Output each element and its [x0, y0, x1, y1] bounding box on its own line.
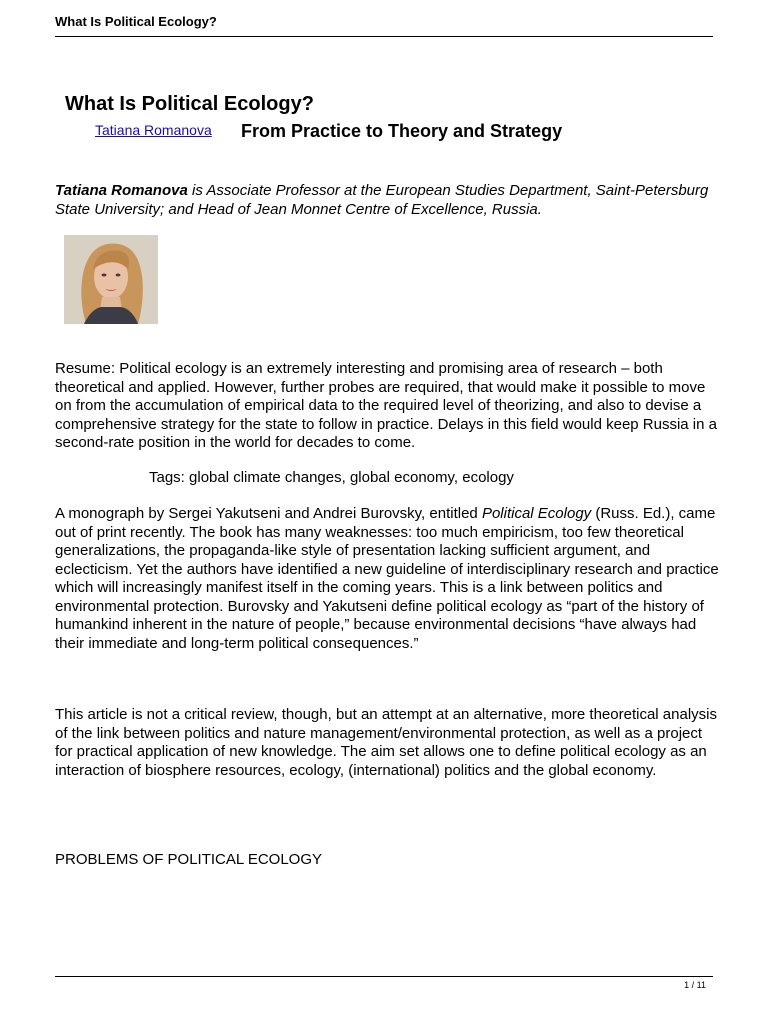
resume-paragraph: Resume: Political ecology is an extremely interesting and promising area of research – both theoretical and applied. However, further probes are required, that would make it possible to move on from the accumulation of empirical data to the required level of theorizing, and also to devise a comprehensive strategy for the state to follow in practice. Delays in this field would keep Russia in a second-rate position in the world for decades to come.: [55, 360, 717, 451]
book-title: Political Ecology: [481, 505, 592, 522]
page-number: 1 / 11: [684, 980, 706, 990]
bio-text: is Associate Professor at the European Studies Department, Saint-Petersburg State University; and Head of Jean Monnet Centre of Excellence, Russia.: [55, 182, 709, 218]
tags-line: Tags: global climate changes, global economy, ecology: [149, 469, 514, 486]
author-bio: [55, 181, 715, 219]
article-aim-paragraph: This article is not a critical review, though, but an attempt at an alternative, more theoretical analysis of the link between politics and nature management/environmental protection, as well as a project for practical application of new knowledge. The aim set allows one to define political ecology as an interaction of biosphere resources, ecology, (international) politics and the global economy.: [55, 706, 717, 779]
footer-divider: [55, 976, 713, 977]
author-portrait-icon: [64, 235, 158, 324]
paragraph-text-end: (Russ. Ed.), came out of print recently. The book has many weaknesses: too much empiricism, too few theoretical generalizations, the propaganda-like style of presentation lacking sufficient argument, and eclecticism. Yet the authors have identified a new guideline of interdisciplinary research and practice which will increasingly manifest itself in the coming years. This is a link between politics and environmental protection. Burovsky and Yakutseni define political ecology as “part of the history of humankind inherent in the nature of people,” because environmental decisions “have always had their immediate and long-term political consequences.”: [55, 505, 719, 652]
paragraph-text-start: A monograph by Sergei Yakutseni and Andrei Burovsky, entitled: [55, 505, 482, 522]
monograph-paragraph: [55, 505, 720, 653]
page-subtitle: From Practice to Theory and Strategy: [241, 121, 563, 141]
section-heading: PROBLEMS OF POLITICAL ECOLOGY: [55, 851, 323, 868]
bio-author-name: Tatiana Romanova: [55, 182, 188, 199]
header-divider: [55, 36, 713, 37]
page-title: What Is Political Ecology?: [65, 93, 314, 115]
author-link[interactable]: Tatiana Romanova: [95, 122, 212, 138]
running-header-title: What Is Political Ecology?: [55, 14, 217, 29]
